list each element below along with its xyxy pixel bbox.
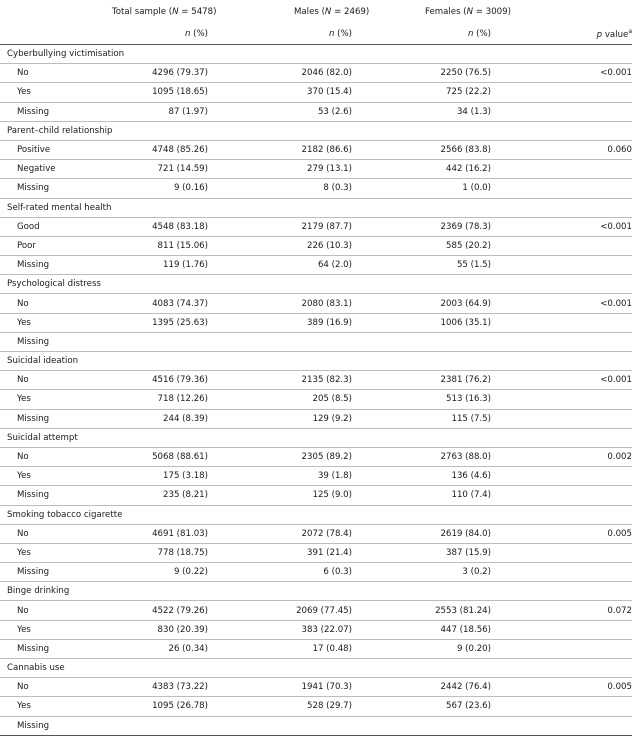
cell-pvalue xyxy=(556,390,632,409)
cell-females: 2553 (81.24) xyxy=(408,601,556,620)
row-label: No xyxy=(0,64,112,83)
row-label: Missing xyxy=(0,639,112,658)
section-row xyxy=(0,428,632,447)
row-label: Missing xyxy=(0,409,112,428)
table-row xyxy=(0,467,632,486)
cell-pvalue: 0.005 xyxy=(556,524,632,543)
cell-total: 9 (0.16) xyxy=(112,179,260,198)
cell-total: 4083 (74.37) xyxy=(112,294,260,313)
table-row xyxy=(0,294,632,313)
cell-females: 2381 (76.2) xyxy=(408,371,556,390)
cell-females: 55 (1.5) xyxy=(408,256,556,275)
table-row xyxy=(0,236,632,255)
cell-males: 8 (0.3) xyxy=(260,179,408,198)
table-row xyxy=(0,390,632,409)
cell-males: 391 (21.4) xyxy=(260,543,408,562)
cell-females: 447 (18.56) xyxy=(408,620,556,639)
cell-total: 830 (20.39) xyxy=(112,620,260,639)
cell-pvalue xyxy=(556,160,632,179)
cell-males: 2080 (83.1) xyxy=(260,294,408,313)
row-label: No xyxy=(0,678,112,697)
table-row xyxy=(0,543,632,562)
header-blank-p xyxy=(556,0,632,24)
table-row xyxy=(0,447,632,466)
cell-pvalue xyxy=(556,543,632,562)
cell-females: 1006 (35.1) xyxy=(408,313,556,332)
cell-total: 718 (12.26) xyxy=(112,390,260,409)
section-row xyxy=(0,45,632,64)
row-label: Missing xyxy=(0,716,112,735)
row-label: Poor xyxy=(0,236,112,255)
cell-total: 119 (1.76) xyxy=(112,256,260,275)
section-title: Smoking tobacco cigarette xyxy=(0,505,632,524)
cell-total: 5068 (88.61) xyxy=(112,447,260,466)
cell-total: 1095 (18.65) xyxy=(112,83,260,102)
section-title: Cyberbullying victimisation xyxy=(0,45,632,64)
row-label: Negative xyxy=(0,160,112,179)
cell-females: 567 (23.6) xyxy=(408,697,556,716)
cell-pvalue xyxy=(556,563,632,582)
table-row xyxy=(0,160,632,179)
table-row xyxy=(0,83,632,102)
cell-pvalue xyxy=(556,102,632,121)
table-row xyxy=(0,102,632,121)
table-row xyxy=(0,620,632,639)
table-row xyxy=(0,256,632,275)
cell-females: 2369 (78.3) xyxy=(408,217,556,236)
table-row xyxy=(0,64,632,83)
cell-total: 175 (3.18) xyxy=(112,467,260,486)
header-total: Total sample (N = 5478) xyxy=(112,7,217,17)
cell-males: 2072 (78.4) xyxy=(260,524,408,543)
cell-pvalue xyxy=(556,486,632,505)
cell-males xyxy=(260,716,408,735)
row-label: No xyxy=(0,371,112,390)
cell-males: 2182 (86.6) xyxy=(260,140,408,159)
section-row xyxy=(0,275,632,294)
row-label: Missing xyxy=(0,563,112,582)
cell-females: 387 (15.9) xyxy=(408,543,556,562)
cell-pvalue: <0.001 xyxy=(556,217,632,236)
cell-females: 2619 (84.0) xyxy=(408,524,556,543)
cell-total: 4383 (73.22) xyxy=(112,678,260,697)
section-row xyxy=(0,121,632,140)
cell-pvalue: <0.001 xyxy=(556,294,632,313)
cell-females: 9 (0.20) xyxy=(408,639,556,658)
cell-total xyxy=(112,332,260,351)
cell-pvalue xyxy=(556,83,632,102)
section-row xyxy=(0,198,632,217)
cell-males: 64 (2.0) xyxy=(260,256,408,275)
cell-pvalue: 0.060 xyxy=(556,140,632,159)
cell-females: 34 (1.3) xyxy=(408,102,556,121)
cell-pvalue: <0.001 xyxy=(556,64,632,83)
cell-total: 811 (15.06) xyxy=(112,236,260,255)
row-label: Positive xyxy=(0,140,112,159)
subheader-blank xyxy=(0,24,112,45)
table-row xyxy=(0,140,632,159)
cell-females: 136 (4.6) xyxy=(408,467,556,486)
cell-pvalue xyxy=(556,409,632,428)
table-row xyxy=(0,371,632,390)
cell-males: 2046 (82.0) xyxy=(260,64,408,83)
cell-males: 389 (16.9) xyxy=(260,313,408,332)
cell-pvalue: 0.072 xyxy=(556,601,632,620)
row-label: Missing xyxy=(0,256,112,275)
cell-total: 235 (8.21) xyxy=(112,486,260,505)
row-label: Missing xyxy=(0,179,112,198)
row-label: No xyxy=(0,601,112,620)
cell-pvalue xyxy=(556,716,632,735)
table-row xyxy=(0,716,632,735)
table-row xyxy=(0,524,632,543)
section-title: Suicidal ideation xyxy=(0,352,632,371)
cell-females: 1 (0.0) xyxy=(408,179,556,198)
cell-females: 115 (7.5) xyxy=(408,409,556,428)
cell-males: 2179 (87.7) xyxy=(260,217,408,236)
cell-total: 4516 (79.36) xyxy=(112,371,260,390)
row-label: No xyxy=(0,524,112,543)
cell-total: 87 (1.97) xyxy=(112,102,260,121)
table-row xyxy=(0,313,632,332)
cell-females: 585 (20.2) xyxy=(408,236,556,255)
section-title: Self-rated mental health xyxy=(0,198,632,217)
cell-males: 129 (9.2) xyxy=(260,409,408,428)
table-header xyxy=(0,0,632,45)
row-label: Yes xyxy=(0,313,112,332)
row-label: Missing xyxy=(0,486,112,505)
section-row xyxy=(0,659,632,678)
cell-total: 4691 (81.03) xyxy=(112,524,260,543)
row-label: Missing xyxy=(0,102,112,121)
table-row xyxy=(0,678,632,697)
cell-females: 2566 (83.8) xyxy=(408,140,556,159)
table-row xyxy=(0,639,632,658)
row-label: No xyxy=(0,294,112,313)
row-label: Yes xyxy=(0,467,112,486)
cell-total xyxy=(112,716,260,735)
cell-females: 2003 (64.9) xyxy=(408,294,556,313)
cell-males: 1941 (70.3) xyxy=(260,678,408,697)
table-row xyxy=(0,563,632,582)
cell-total: 4296 (79.37) xyxy=(112,64,260,83)
cell-total: 1395 (25.63) xyxy=(112,313,260,332)
cell-females xyxy=(408,716,556,735)
cell-pvalue: <0.001 xyxy=(556,371,632,390)
cell-total: 778 (18.75) xyxy=(112,543,260,562)
cell-females: 725 (22.2) xyxy=(408,83,556,102)
cell-pvalue: 0.002 xyxy=(556,447,632,466)
row-label: Yes xyxy=(0,543,112,562)
cell-males: 383 (22.07) xyxy=(260,620,408,639)
cell-males: 528 (29.7) xyxy=(260,697,408,716)
cell-males: 279 (13.1) xyxy=(260,160,408,179)
cell-total: 26 (0.34) xyxy=(112,639,260,658)
cell-total: 9 (0.22) xyxy=(112,563,260,582)
cell-females: 2250 (76.5) xyxy=(408,64,556,83)
subheader-total-unit: n (%) xyxy=(184,29,208,39)
cell-total: 4548 (83.18) xyxy=(112,217,260,236)
row-label: Good xyxy=(0,217,112,236)
subheader-females-unit: n (%) xyxy=(467,29,491,39)
cell-pvalue xyxy=(556,236,632,255)
cell-males: 2135 (82.3) xyxy=(260,371,408,390)
cell-males: 17 (0.48) xyxy=(260,639,408,658)
cell-pvalue: 0.005 xyxy=(556,678,632,697)
cell-total: 4748 (85.26) xyxy=(112,140,260,159)
cell-males: 2069 (77.45) xyxy=(260,601,408,620)
cell-females xyxy=(408,332,556,351)
cell-total: 244 (8.39) xyxy=(112,409,260,428)
cell-total: 1095 (26.78) xyxy=(112,697,260,716)
cell-total: 721 (14.59) xyxy=(112,160,260,179)
row-label: Yes xyxy=(0,620,112,639)
section-row xyxy=(0,505,632,524)
row-label: No xyxy=(0,447,112,466)
cell-pvalue xyxy=(556,697,632,716)
cell-males: 2305 (89.2) xyxy=(260,447,408,466)
section-title: Parent–child relationship xyxy=(0,121,632,140)
table-row xyxy=(0,409,632,428)
table-row xyxy=(0,697,632,716)
cell-pvalue xyxy=(556,467,632,486)
header-blank xyxy=(0,0,112,24)
row-label: Yes xyxy=(0,390,112,409)
table-row xyxy=(0,217,632,236)
table-body xyxy=(0,45,632,736)
cell-females: 2763 (88.0) xyxy=(408,447,556,466)
cell-total: 4522 (79.26) xyxy=(112,601,260,620)
table-row xyxy=(0,486,632,505)
cell-males: 39 (1.8) xyxy=(260,467,408,486)
cell-pvalue xyxy=(556,179,632,198)
cell-pvalue xyxy=(556,639,632,658)
section-title: Cannabis use xyxy=(0,659,632,678)
cell-males: 205 (8.5) xyxy=(260,390,408,409)
cell-males: 370 (15.4) xyxy=(260,83,408,102)
section-title: Suicidal attempt xyxy=(0,428,632,447)
subheader-males-unit: n (%) xyxy=(328,29,352,39)
cell-males: 6 (0.3) xyxy=(260,563,408,582)
table-row xyxy=(0,601,632,620)
header-females: Females (N = 3009) xyxy=(425,7,511,17)
row-label: Missing xyxy=(0,332,112,351)
cell-females: 513 (16.3) xyxy=(408,390,556,409)
subheader-pvalue: p value$^a$ xyxy=(596,28,632,40)
cell-males: 125 (9.0) xyxy=(260,486,408,505)
cell-pvalue xyxy=(556,256,632,275)
section-row xyxy=(0,352,632,371)
cell-pvalue xyxy=(556,313,632,332)
cell-pvalue xyxy=(556,332,632,351)
section-title: Binge drinking xyxy=(0,582,632,601)
table-row xyxy=(0,179,632,198)
section-row xyxy=(0,582,632,601)
cell-males: 53 (2.6) xyxy=(260,102,408,121)
section-title: Psychological distress xyxy=(0,275,632,294)
cell-pvalue xyxy=(556,620,632,639)
row-label: Yes xyxy=(0,83,112,102)
cell-females: 2442 (76.4) xyxy=(408,678,556,697)
cell-females: 442 (16.2) xyxy=(408,160,556,179)
cell-males xyxy=(260,332,408,351)
table-row xyxy=(0,332,632,351)
cell-males: 226 (10.3) xyxy=(260,236,408,255)
header-males: Males (N = 2469) xyxy=(294,7,370,17)
cell-females: 3 (0.2) xyxy=(408,563,556,582)
cell-females: 110 (7.4) xyxy=(408,486,556,505)
row-label: Yes xyxy=(0,697,112,716)
